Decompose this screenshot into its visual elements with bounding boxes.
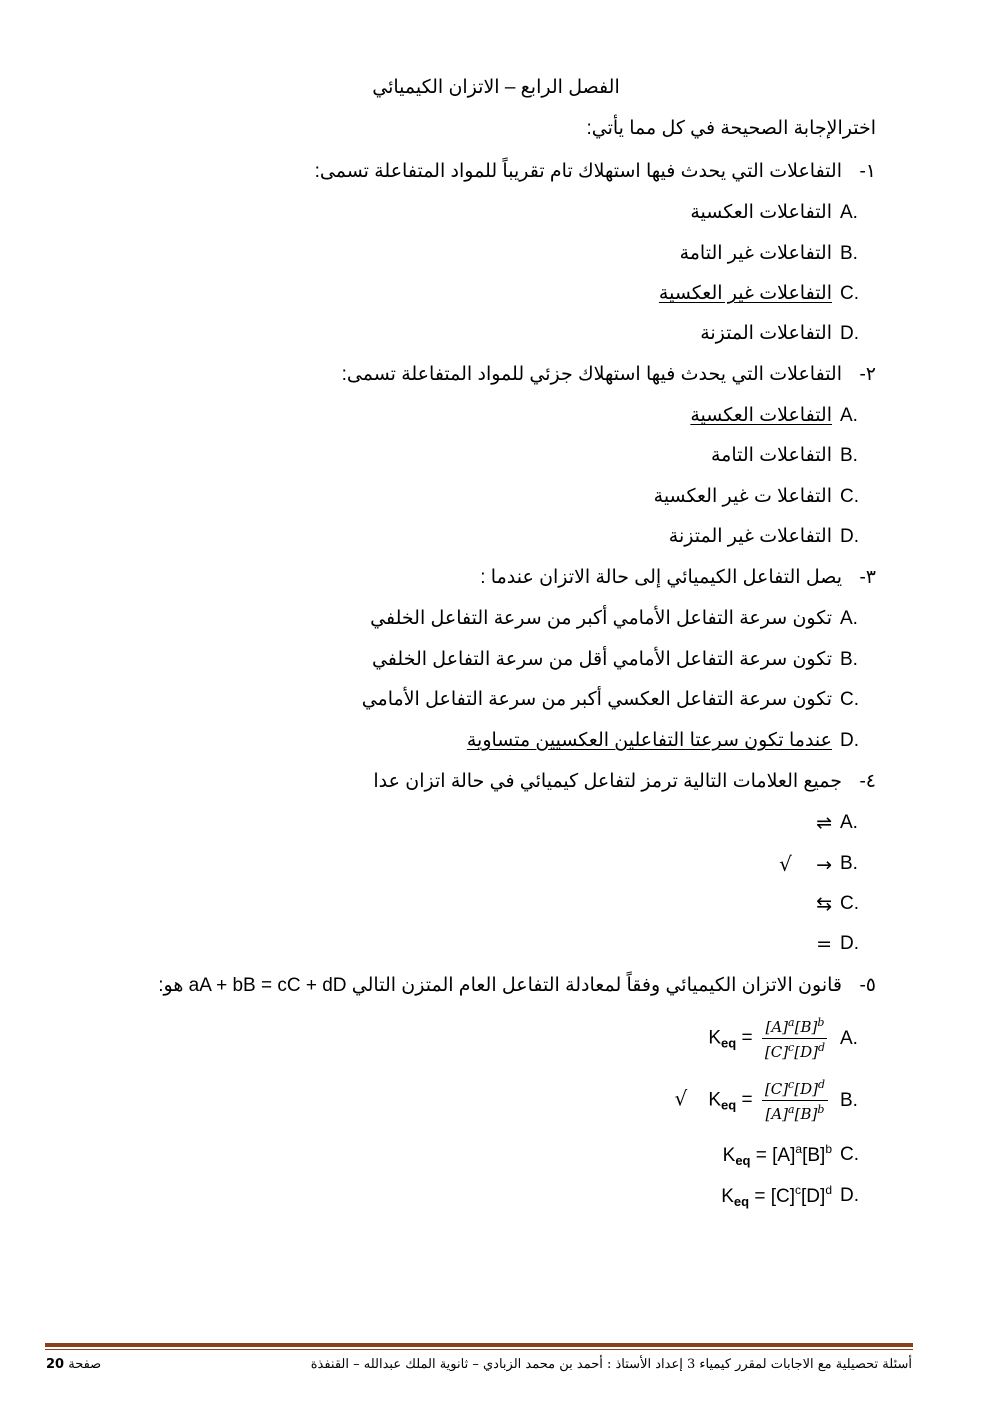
keq-expression: $K_{eq}$ = $\frac{[A]^a[B]^b}{[C]^c[D]^d}$ <box>708 1016 832 1061</box>
option-letter: D. <box>840 322 859 344</box>
option-text: التفاعلات غير المتزنة <box>668 526 832 547</box>
option-letter: C. <box>840 893 859 914</box>
footer-rule-thin <box>45 1349 913 1350</box>
q2-option-d[interactable] <box>76 525 876 548</box>
option-text: التفاعلات المتزنة <box>700 323 832 344</box>
option-text: التفاعلا ت غير العكسية <box>653 486 832 507</box>
option-letter: C. <box>840 688 859 710</box>
forward-arrow-icon <box>779 852 832 876</box>
q4-option-b[interactable] <box>76 852 876 876</box>
q3-option-a[interactable] <box>76 607 876 630</box>
instruction: اخترالإجابة الصحيحة في كل مما يأتي: <box>586 118 876 139</box>
option-text: التفاعلات غير التامة <box>679 243 832 264</box>
q3-option-b[interactable] <box>76 648 876 671</box>
option-letter: A. <box>840 404 858 426</box>
page-number: صفحة 20 <box>46 1357 102 1372</box>
keq-fraction: $\frac{[A]^a[B]^b}{[C]^c[D]^d}$ <box>762 1016 828 1061</box>
q3-option-c[interactable] <box>76 688 876 711</box>
question-number: ٢- <box>859 364 876 385</box>
question-text: التفاعلات التي يحدث فيها استهلاك تام تقريباً للمواد المتفاعلة تسمى: <box>314 161 842 182</box>
option-letter: B. <box>840 1089 858 1111</box>
reverse-equilibrium-arrows-icon: ⇆ <box>816 893 832 915</box>
q2-option-c[interactable] <box>76 485 876 508</box>
question-text: يصل التفاعل الكيميائي إلى حالة الاتزان عندما : <box>480 567 842 588</box>
question-text: جميع العلامات التالية ترمز لتفاعل كيميائي في حالة اتزان عدا <box>373 771 842 792</box>
keq-expression: √ $K_{eq}$ = $\frac{[C]^c[D]^d}{[A]^a[B]^b}$ <box>674 1078 832 1123</box>
q1-option-c[interactable] <box>76 282 876 305</box>
question-5 <box>158 974 876 997</box>
keq-fraction: $\frac{[C]^c[D]^d}{[A]^a[B]^b}$ <box>762 1078 828 1123</box>
option-text: تكون سرعة التفاعل الأمامي أكبر من سرعة التفاعل الخلفي <box>370 608 832 629</box>
option-letter: D. <box>840 729 859 751</box>
question-3 <box>480 566 876 589</box>
option-letter: D. <box>840 1185 859 1206</box>
option-letter: A. <box>840 607 858 629</box>
option-letter: D. <box>840 525 859 547</box>
question-2 <box>342 363 876 386</box>
keq-expression: $K_{eq} = [A]^a[B]^b$ <box>722 1142 832 1168</box>
option-letter: A. <box>840 1027 858 1049</box>
question-number: ٥- <box>859 975 876 996</box>
q5-option-d[interactable] <box>76 1183 876 1209</box>
option-letter: D. <box>840 933 859 954</box>
option-letter: C. <box>840 282 859 304</box>
option-letter: B. <box>840 444 858 466</box>
equilibrium-arrows-icon: ⇌ <box>816 812 832 834</box>
option-text-correct: التفاعلات العكسية <box>690 405 832 426</box>
q4-option-c[interactable] <box>76 893 876 915</box>
keq-expression: $K_{eq} = [C]^c[D]^d$ <box>721 1183 832 1209</box>
option-text-correct: عندما تكون سرعتا التفاعلين العكسيين متساوية <box>466 730 832 751</box>
footer-rule-thick <box>45 1343 913 1347</box>
q1-option-a[interactable] <box>76 201 876 224</box>
option-letter: B. <box>840 242 858 264</box>
q1-option-d[interactable] <box>76 322 876 345</box>
question-4 <box>373 770 876 793</box>
q5-option-a[interactable] <box>76 1016 876 1061</box>
equals-sign-icon: = <box>816 933 832 955</box>
question-number: ٤- <box>859 771 876 792</box>
option-text: التفاعلات العكسية <box>690 202 832 223</box>
question-text: قانون الاتزان الكيميائي وفقاً لمعادلة التفاعل العام المتزن التالي aA + bB = cC + dD هو: <box>158 975 842 996</box>
question-number: ٣- <box>859 567 876 588</box>
q2-option-a[interactable] <box>76 404 876 427</box>
question-1 <box>315 160 876 183</box>
q1-option-b[interactable] <box>76 242 876 265</box>
q4-option-a[interactable] <box>76 812 876 834</box>
check-mark-icon: √ <box>674 1086 688 1111</box>
option-text: التفاعلات التامة <box>711 445 832 466</box>
option-letter: A. <box>840 812 858 833</box>
q3-option-d[interactable] <box>76 729 876 752</box>
option-letter: C. <box>840 1144 859 1165</box>
q2-option-b[interactable] <box>76 444 876 467</box>
option-text: تكون سرعة التفاعل الأمامي أقل من سرعة التفاعل الخلفي <box>371 649 832 670</box>
footer-credit: أسئلة تحصيلية مع الاجابات لمقرر كيمياء 3 إعداد الأستاذ : أحمد بن محمد الزبادي – ثانوية الملك عبدالله – القنفذة <box>310 1357 912 1372</box>
option-letter: C. <box>840 485 859 507</box>
option-letter: A. <box>840 201 858 223</box>
check-mark-icon: √ <box>779 852 792 876</box>
option-text: تكون سرعة التفاعل العكسي أكبر من سرعة التفاعل الأمامي <box>361 689 832 710</box>
question-number: ١- <box>859 161 876 182</box>
option-text-correct: التفاعلات غير العكسية <box>658 283 832 304</box>
option-letter: B. <box>840 648 858 670</box>
page-title: الفصل الرابع – الاتزان الكيميائي <box>372 77 620 98</box>
question-text: التفاعلات التي يحدث فيها استهلاك جزئي للمواد المتفاعلة تسمى: <box>341 364 842 385</box>
q5-option-b[interactable] <box>76 1078 876 1123</box>
q5-option-c[interactable] <box>76 1142 876 1168</box>
arrow-symbol: → <box>816 854 832 876</box>
option-letter: B. <box>840 853 858 874</box>
q4-option-d[interactable] <box>76 933 876 955</box>
